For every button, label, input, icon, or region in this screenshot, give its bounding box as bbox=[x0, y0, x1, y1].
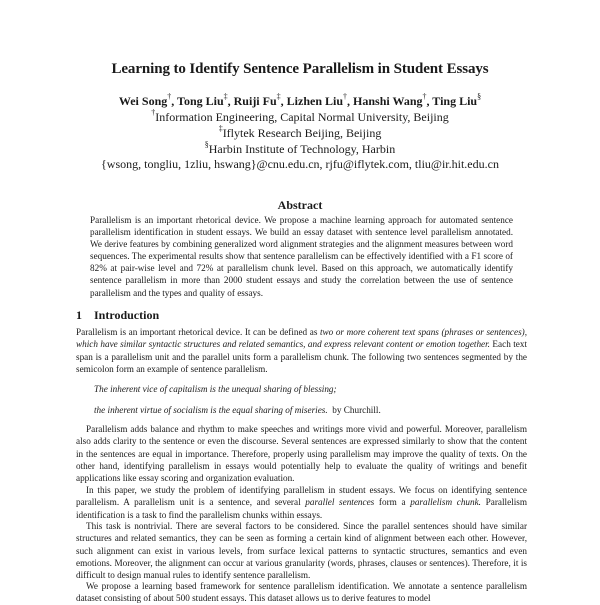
author-affil-mark: † bbox=[343, 92, 348, 101]
author-affil-mark: ‡ bbox=[276, 92, 281, 101]
author-name: Ruiji Fu bbox=[233, 94, 277, 108]
paragraph-text: form a bbox=[374, 497, 411, 508]
intro-paragraph-1 bbox=[76, 326, 527, 375]
email-line: {wsong, tongliu, 1zliu, hswang}@cnu.edu.cn, rjfu@iflytek.com, tliu@ir.hit.edu.cn bbox=[101, 157, 499, 171]
author-affil-mark: † bbox=[422, 92, 427, 101]
paragraph-text: Each text span is a parallelism unit and the parallel units form a parallelism chunk. The following two sentences segmented by the semicolon form an example of sentence parallelism. bbox=[76, 339, 527, 374]
author-list: Wei Song†, Tong Liu‡, Ruiji Fu‡, Lizhen Liu†, Hanshi Wang†, Ting Liu§ bbox=[118, 92, 482, 108]
affiliation-line bbox=[0, 142, 600, 157]
quote-text: the inherent virtue of socialism is the equal sharing of miseries. bbox=[94, 405, 328, 415]
quote-attribution: by Churchill. bbox=[332, 405, 381, 415]
section-title: Introduction bbox=[94, 308, 160, 322]
term-text: parallel sentences bbox=[305, 497, 375, 508]
section-heading-introduction bbox=[76, 308, 159, 323]
author-name: Ting Liu bbox=[432, 94, 478, 108]
example-quote-1: The inherent vice of capitalism is the unequal sharing of blessing; bbox=[94, 384, 337, 394]
paragraph-text: In this paper, we study the problem of identifying parallelism in student essays. We focus on identifying sentence parallelism. A parallelism unit is a sentence, and several bbox=[76, 485, 527, 508]
abstract-heading: Abstract bbox=[277, 198, 323, 212]
abstract-text: Parallelism is an important rhetorical device. We propose a machine learning approach for automated sentence parallelism identification in student essays. We build an essay dataset with sentence level parallelism annotated. We derive features by combining generalized word alignment strategies and the alignment measures between word sequences. The experimental results show that sentence parallelism can be effectively identified with a F1 score of 82% at pair-wise level and 72% at parallelism chunk level. Based on this approach, we automatically identify sentence parallelism in more than 2000 student essays and study the correlation between the use of sentence parallelism and the types and quality of essays. bbox=[90, 215, 513, 298]
intro-paragraph-3 bbox=[76, 484, 527, 521]
affiliation-mark: § bbox=[204, 140, 209, 149]
intro-paragraph-5: We propose a learning based framework for sentence parallelism identification. We annotate a sentence parallelism dataset consisting of about 500 student essays. This dataset allows us to derive features to model bbox=[76, 581, 527, 604]
paper-title: Learning to Identify Sentence Parallelism in Student Essays bbox=[111, 61, 489, 77]
definition-text: two or more coherent text spans (phrases or sentences), which have similar syntactic structures and related semantics, and express relevant content or emotion together. bbox=[76, 327, 527, 350]
example-quote-2 bbox=[94, 405, 381, 415]
term-text: parallelism chunk. bbox=[410, 497, 481, 508]
affiliation-line bbox=[0, 110, 600, 125]
author-affil-mark: † bbox=[167, 92, 172, 101]
affiliation-line bbox=[0, 126, 600, 141]
affiliation-text: Harbin Institute of Technology, Harbin bbox=[208, 142, 396, 156]
section-number: 1 bbox=[76, 308, 82, 322]
author-name: Wei Song bbox=[118, 94, 168, 108]
affiliation-mark: † bbox=[151, 108, 156, 117]
affiliation-mark: ‡ bbox=[218, 124, 223, 133]
affiliation-text: Information Engineering, Capital Normal University, Beijing bbox=[155, 110, 449, 124]
author-name: Hanshi Wang bbox=[353, 94, 423, 108]
paragraph-text: Parallelism is an important rhetorical device. It can be defined as bbox=[76, 327, 320, 337]
intro-paragraph-2: Parallelism adds balance and rhythm to make speeches and writings more vivid and powerful. Moreover, parallelism also adds clarity to the sentence or even the discourse. Several sentences are expressed similarly to show that the content in the sentences are equal in importance. Therefore, properly using parallelism may improve the quality of texts. On the other hand, identifying parallelism in essays would potentially help to evaluate the quality of writings and benefit applications like essay scoring and organization evaluation. bbox=[76, 424, 527, 484]
affiliation-text: Iflytek Research Beijing, Beijing bbox=[222, 126, 382, 140]
intro-paragraph-4: This task is nontrivial. There are several factors to be considered. Since the parallel sentences should have similar structures and related semantics, they can be seen as forming a certain kind of alignment between each other. However, such alignment can exist in various levels, from surface lexical patterns to syntactic structures, semantics and even emotions. Moreover, the alignment can occur at various granularity (words, phrases, clauses or sentences). Therefore, it is difficult to design manual rules to identify sentence parallelism. bbox=[76, 521, 527, 581]
author-name: Tong Liu bbox=[177, 94, 224, 108]
author-name: Lizhen Liu bbox=[286, 94, 344, 108]
author-affil-mark: ‡ bbox=[223, 92, 228, 101]
author-affil-mark: § bbox=[477, 92, 482, 101]
paragraph-text: Parallelism identification is a task to find the parallelism chunks within essays. bbox=[76, 497, 527, 520]
